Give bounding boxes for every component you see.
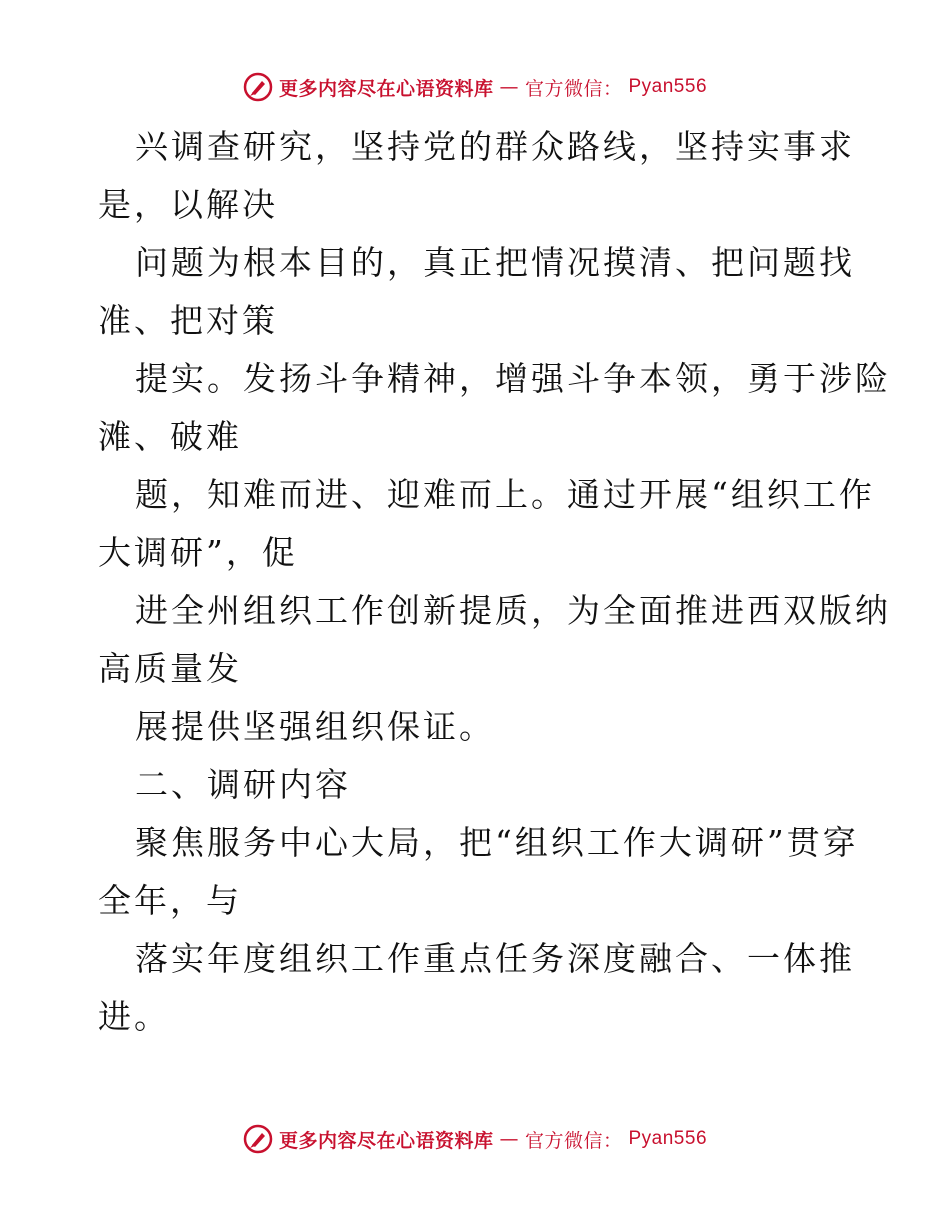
text-line: 全年，与	[98, 881, 242, 920]
text-line: 高质量发	[98, 649, 242, 688]
text-line: 滩、破难	[98, 417, 242, 456]
document-body	[98, 118, 891, 1046]
text-line: 问题为根本目的，真正把情况摸清、把问题找	[135, 243, 855, 282]
watermark-wechat-id: Pyan556	[628, 76, 708, 97]
text-line: 题，知难而进、迎难而上。通过开展“组织工作	[135, 475, 875, 514]
watermark-separator: —	[499, 76, 519, 98]
watermark-header	[0, 72, 950, 102]
pen-nib-logo-icon	[243, 72, 273, 102]
text-line: 进。	[98, 997, 170, 1036]
pen-nib-logo-icon	[243, 1124, 273, 1154]
text-line: 是，以解决	[98, 185, 278, 224]
text-line: 进全州组织工作创新提质，为全面推进西双版纳	[135, 591, 891, 630]
watermark-footer	[0, 1124, 950, 1154]
text-line: 提实。发扬斗争精神，增强斗争本领，勇于涉险	[135, 359, 891, 398]
text-line: 准、把对策	[98, 301, 278, 340]
watermark-main-text: 更多内容尽在心语资料库	[278, 1129, 494, 1152]
text-line: 展提供坚强组织保证。	[135, 707, 495, 746]
watermark-wechat-label: 官方微信：	[524, 1129, 623, 1152]
text-line: 落实年度组织工作重点任务深度融合、一体推	[135, 939, 855, 978]
section-heading: 二、调研内容	[135, 765, 351, 804]
text-line: 大调研”，促	[98, 533, 298, 572]
text-line: 兴调查研究，坚持党的群众路线，坚持实事求	[135, 127, 855, 166]
watermark-separator: —	[499, 1128, 519, 1150]
text-line: 聚焦服务中心大局，把“组织工作大调研”贯穿	[135, 823, 859, 862]
watermark-main-text: 更多内容尽在心语资料库	[278, 77, 494, 100]
watermark-wechat-label: 官方微信：	[524, 77, 623, 100]
watermark-wechat-id: Pyan556	[628, 1128, 708, 1149]
